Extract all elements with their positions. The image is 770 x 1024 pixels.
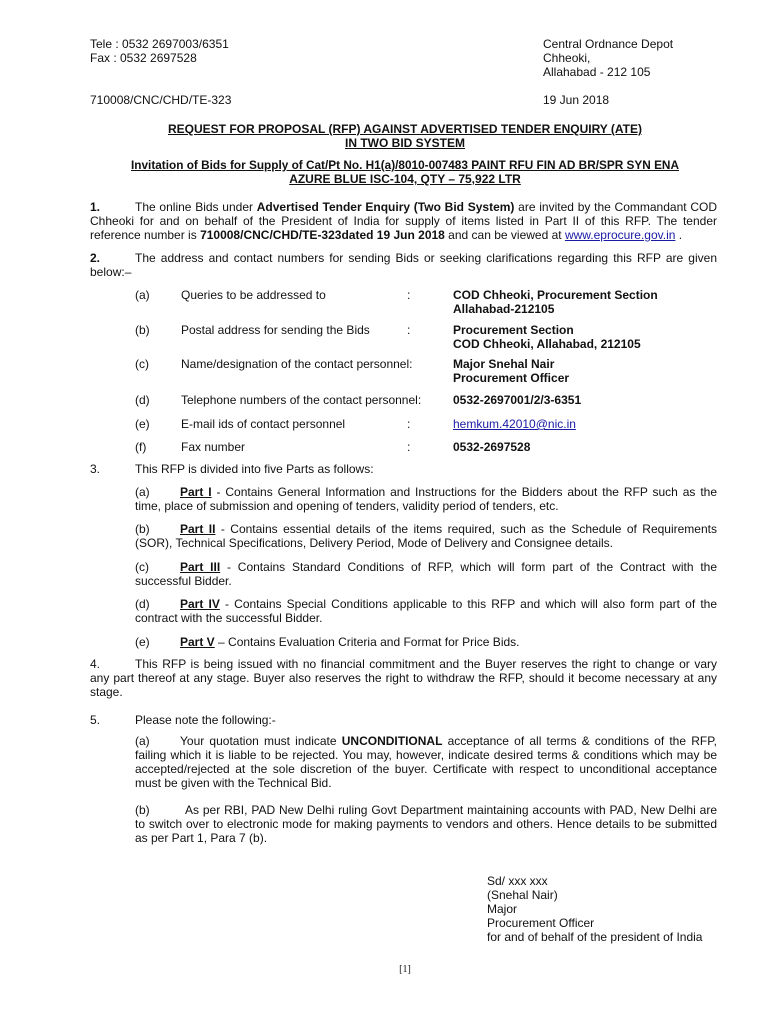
- paragraph-4: 4. This RFP is being issued with no financial commitment and the Buyer reserves the right to change or vary any part thereof at any stage. Buyer also reserves the right to withdraw the RFP, should it become necessary at any stage.: [90, 657, 717, 699]
- part-item: (e) Part V – Contains Evaluation Criteria and Format for Price Bids.: [135, 635, 520, 649]
- rfp-subtitle: IN TWO BID SYSTEM: [345, 136, 465, 150]
- part-item: (b) Part II - Contains essential details of the items required, such as the Schedule of Requirements (SOR), Technical Specifications, Delivery Period, Mode of Delivery and Consignee details.: [135, 522, 717, 550]
- note-item-a: (a) Your quotation must indicate UNCONDITIONAL acceptance of all terms & conditions of the RFP, failing which it is liable to be rejected. You may, however, indicate desired terms & conditions which may be accepted/rejected at the sole discretion of the buyer. Certificate with respect to unconditional acceptance must be given with the Technical Bid.: [135, 734, 717, 790]
- paragraph-number: 3.: [90, 462, 101, 476]
- invitation-line-2: AZURE BLUE ISC-104, QTY – 75,922 LTR: [289, 172, 521, 186]
- document-date: 19 Jun 2018: [543, 93, 610, 107]
- note-item-b: (b) As per RBI, PAD New Delhi ruling Govt Department maintaining accounts with PAD, New Delhi are to switch over to electronic mode for making payments to vendors and others. Hence details to be submitted as per Part 1, Para 7 (b).: [135, 803, 717, 845]
- paragraph-number: 1.: [90, 200, 101, 214]
- paragraph-1: 1. The online Bids under Advertised Tender Enquiry (Two Bid System) are invited by the Commandant COD Chheoki for and on behalf of the President of India for supply of items listed in Part II of this RFP. The tender reference number is 710008/CNC/CHD/TE-323dated 19 Jun 2018 and can be viewed at www.eprocure.gov.in .: [90, 200, 718, 242]
- paragraph-number: 4.: [90, 657, 101, 671]
- part-item: (a) Part I - Contains General Information and Instructions for the Bidders about the RFP such as the time, place of submission and opening of tenders, validity period of tenders, etc.: [135, 485, 717, 513]
- paragraph-5: 5. Please note the following:-: [90, 713, 276, 727]
- telephone-line: Tele : 0532 2697003/6351: [90, 37, 229, 51]
- eprocure-link[interactable]: www.eprocure.gov.in: [564, 228, 676, 242]
- part-item: (c) Part III - Contains Standard Conditions of RFP, which will form part of the Contract with the successful Bidder.: [135, 560, 717, 588]
- address-line-2: Chheoki,: [543, 51, 591, 65]
- page-number: [1]: [399, 964, 411, 975]
- paragraph-number: 2.: [90, 251, 101, 265]
- paragraph-number: 5.: [90, 713, 101, 727]
- email-link[interactable]: hemkum.42010@nic.in: [453, 417, 576, 431]
- fax-line: Fax : 0532 2697528: [90, 51, 197, 65]
- part-item: (d) Part IV - Contains Special Conditions applicable to this RFP and which will also form part of the contract with the successful Bidder.: [135, 597, 718, 625]
- reference-number: 710008/CNC/CHD/TE-323: [90, 93, 232, 107]
- address-line-3: Allahabad - 212 105: [543, 65, 651, 79]
- paragraph-3: 3. This RFP is divided into five Parts as follows:: [90, 462, 374, 476]
- document-page: Tele : 0532 2697003/6351 Fax : 0532 2697528 Central Ordnance Depot Chheoki, Allahabad - 212 105 710008/CNC/CHD/TE-323 19 Jun 2018 REQUEST FOR PROPOSAL (RFP) AGAINST ADVERTISED TENDER ENQUIRY (ATE) IN TWO BID SYSTEM Invitation of Bids for Supply of Cat/Pt No. H1(a)/8010-007483 PAINT RFU FIN AD BR/SPR SYN ENA AZURE BLUE ISC-104, QTY – 75,922 LTR 1. The online Bids under Advertised Tender Enquiry (Two Bid System) are invited by the Commandant COD Chheoki for and on behalf of the President of India for supply of items listed in Part II of this RFP. The tender reference number is 710008/CNC/CHD/TE-323dated 19 Jun 2018 and can be viewed at www.eprocure.gov.in . 2. The address and contact numbers for sending Bids or seeking clarifications regarding this RFP are given below:– (a) Queries to be addressed to : COD Chheoki, Procurement Section Allahabad-212105 (b) Postal address for sending the Bids : Procurement Section COD Chheoki, Allahabad, 212105 (c) Name/designation of the contact personnel: Major Snehal Nair Procurement Officer (d) Telephone numbers of the contact personnel: 0532-2697001/2/3-6351 (e) E-mail ids of contact personnel : hemkum.42010@nic.in (f) Fax number : 0532-2697528 3. This RFP is divided into five Parts as follows: (a) Part I - Contains General Information and Instructions for the Bidders about the RFP such as the time, place of submission and opening of tenders, validity period of tenders, etc. (b) Part II - Contains essential details of the items required, such as the Schedule of Requirements (SOR), Technical Specifications, Delivery Period, Mode of Delivery and Consignee details. (c) Part III - Contains Standard Conditions of RFP, which will form part of the Contract with the successful Bidder. (d) Part IV - Contains Special Conditions applicable to this RFP and which will also form part of the contract with the successful Bidder. (e) Part V – Contains Evaluation Criteria and Format for Price Bids. 4. This RFP is being issued with no financial commitment and the Buyer reserves the right to change or vary any part thereof at any stage. Buyer also reserves the right to withdraw the RFP, should it become necessary at any stage. 5. Please note the following:- (a) Your quotation must indicate UNCONDITIONAL acceptance of all terms & conditions of the RFP, failing which it is liable to be rejected. You may, however, indicate desired terms & conditions which may be accepted/rejected at the sole discretion of the buyer. Certificate with respect to unconditional acceptance must be given with the Technical Bid. (b) As per RBI, PAD New Delhi ruling Govt Department maintaining accounts with PAD, New Delhi are to switch over to electronic mode for making payments to vendors and others. Hence details to be submitted as per Part 1, Para 7 (b). Sd/ xxx xxx (Snehal Nair) Major Procurement Officer for and of behalf of the president of India [1]: [0, 0, 770, 1024]
- address-line-1: Central Ordnance Depot: [543, 37, 674, 51]
- invitation-line-1: Invitation of Bids for Supply of Cat/Pt No. H1(a)/8010-007483 PAINT RFU FIN AD BR/SPR SYN ENA: [131, 158, 679, 172]
- paragraph-2: 2. The address and contact numbers for sending Bids or seeking clarifications regarding this RFP are given below:–: [90, 251, 717, 279]
- rfp-title: REQUEST FOR PROPOSAL (RFP) AGAINST ADVERTISED TENDER ENQUIRY (ATE): [167, 122, 643, 136]
